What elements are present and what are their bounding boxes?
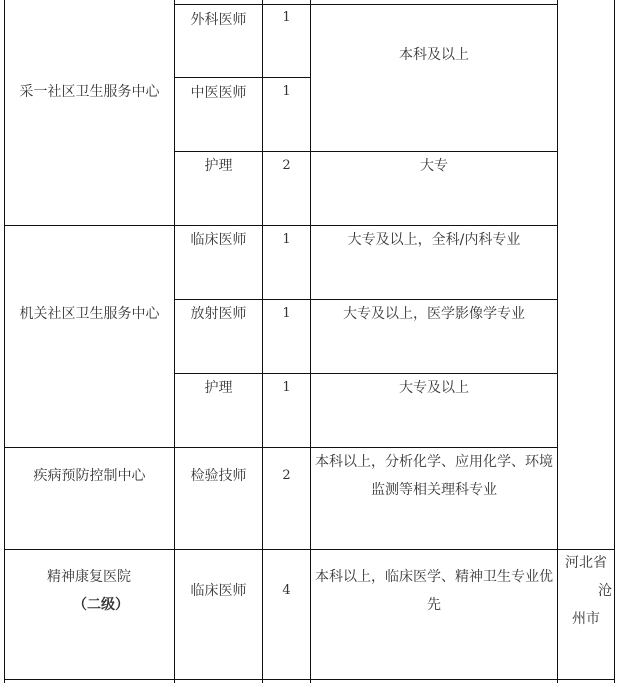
position-cell xyxy=(175,152,262,180)
location-text: 州市 xyxy=(572,611,600,627)
unit-name: 机关社区卫生服务中心 xyxy=(19,306,160,322)
position-cell xyxy=(175,79,262,107)
requirement-text: 本科以上，分析化学、应用化学、环境 xyxy=(315,454,553,470)
unit-grade: （二级） xyxy=(73,597,129,613)
position-cell xyxy=(175,226,262,254)
position-name: 护理 xyxy=(204,380,233,396)
requirement-cell xyxy=(311,152,557,180)
unit-name-cell xyxy=(5,563,174,619)
count-cell xyxy=(263,462,310,490)
location-cell xyxy=(558,549,614,633)
position-name: 检验技师 xyxy=(190,468,247,484)
position-count: 4 xyxy=(282,583,291,598)
position-cell xyxy=(175,6,262,34)
requirement-cell xyxy=(311,448,557,504)
requirement-cell xyxy=(311,300,557,328)
position-name: 放射医师 xyxy=(190,306,247,322)
position-count: 1 xyxy=(282,306,291,321)
location-text: 河北省 xyxy=(565,555,607,571)
unit-name: 疾病预防控制中心 xyxy=(33,468,146,484)
requirement-text: 先 xyxy=(427,597,441,613)
position-name: 临床医师 xyxy=(190,583,247,599)
position-cell xyxy=(175,300,262,328)
count-cell xyxy=(263,374,310,402)
position-cell xyxy=(175,577,262,605)
requirement-text: 大专 xyxy=(420,158,448,174)
requirement-cell xyxy=(311,563,557,619)
requirement-cell xyxy=(311,374,557,402)
position-count: 2 xyxy=(282,158,291,173)
requirement-text: 本科及以上 xyxy=(399,47,469,63)
position-count: 1 xyxy=(282,10,291,25)
count-cell xyxy=(263,300,310,328)
unit-name-cell xyxy=(5,462,174,490)
requirement-cell xyxy=(311,41,557,69)
count-cell xyxy=(263,226,310,254)
position-cell xyxy=(175,462,262,490)
unit-name: 采一社区卫生服务中心 xyxy=(19,84,160,100)
requirement-text: 大专及以上 xyxy=(399,380,469,396)
position-name: 临床医师 xyxy=(190,232,247,248)
requirement-text: 监测等相关理科专业 xyxy=(371,482,497,498)
position-count: 2 xyxy=(282,468,291,483)
requirement-text: 本科以上，临床医学、精神卫生专业优 xyxy=(315,569,553,585)
table-border xyxy=(4,549,615,550)
table-border xyxy=(174,4,558,5)
unit-name-cell xyxy=(5,300,174,328)
position-count: 1 xyxy=(282,232,291,247)
table-border xyxy=(614,0,615,683)
position-name: 中医医师 xyxy=(190,85,247,101)
requirement-cell xyxy=(311,226,557,254)
count-cell xyxy=(263,4,310,32)
position-name: 外科医师 xyxy=(190,12,247,28)
requirement-text: 大专及以上，医学影像学专业 xyxy=(343,306,525,322)
count-cell xyxy=(263,577,310,605)
requirement-text: 大专及以上，全科/内科专业 xyxy=(347,232,521,248)
position-count: 1 xyxy=(282,84,291,99)
location-text: 沧 xyxy=(598,583,612,599)
table-border xyxy=(4,679,615,680)
count-cell xyxy=(263,78,310,106)
position-name: 护理 xyxy=(204,158,233,174)
count-cell xyxy=(263,152,310,180)
unit-name: 精神康复医院 xyxy=(47,569,131,585)
position-cell xyxy=(175,374,262,402)
unit-name-cell xyxy=(5,78,174,106)
position-count: 1 xyxy=(282,380,291,395)
